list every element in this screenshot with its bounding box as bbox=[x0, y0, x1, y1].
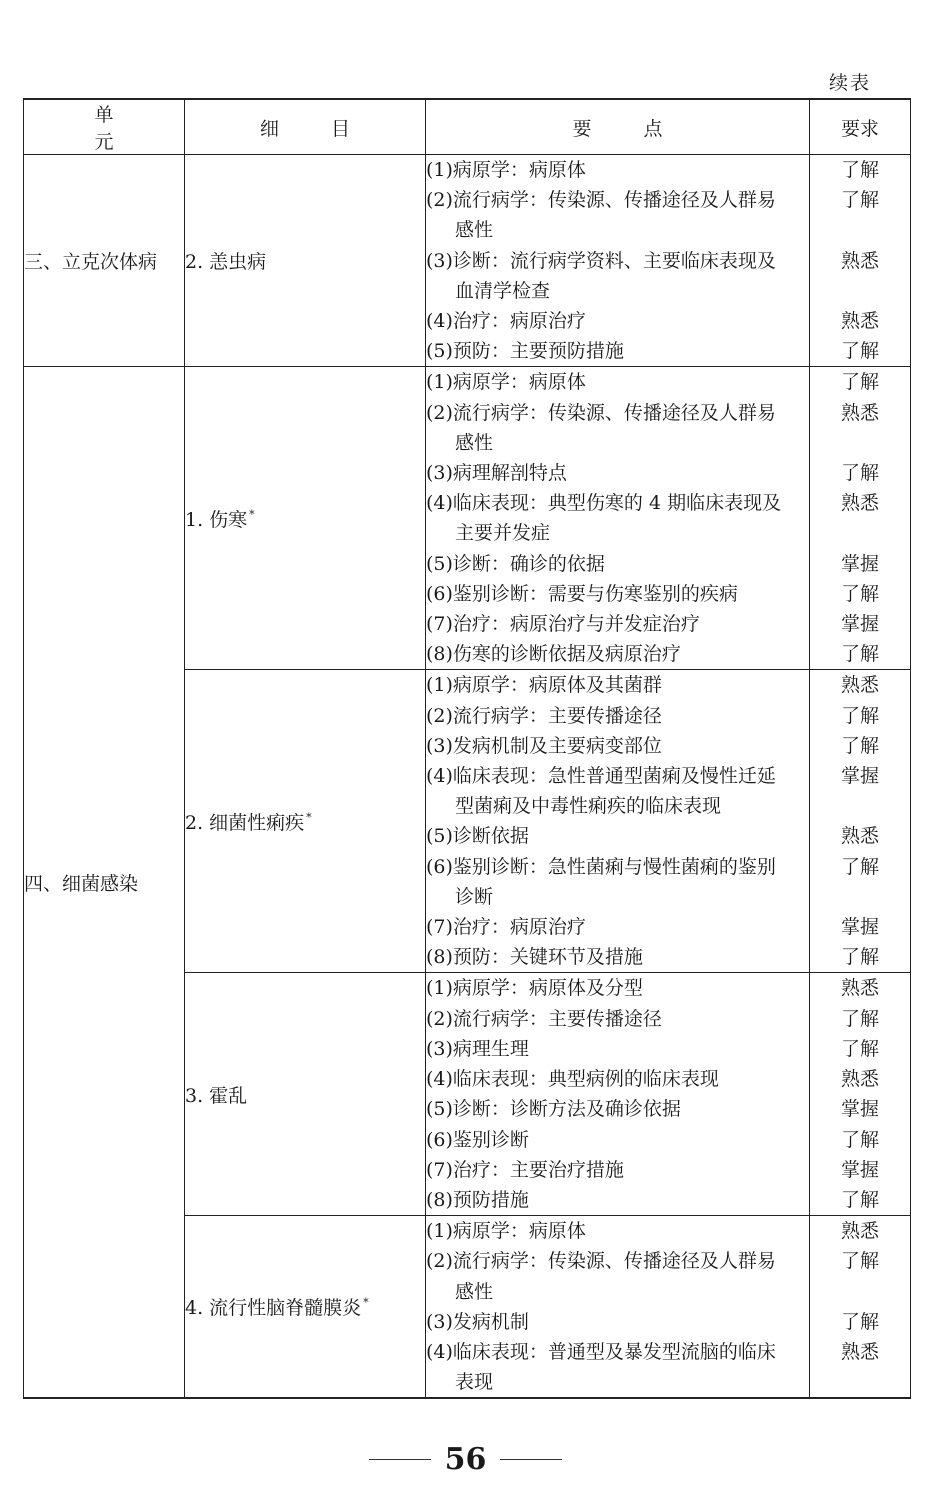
points-cell bbox=[426, 367, 810, 670]
detail-cell bbox=[185, 973, 426, 1216]
requirement-cell bbox=[810, 155, 911, 367]
point-line: (4)临床表现：普通型及暴发型流脑的临床 bbox=[426, 1340, 776, 1363]
point-line: (4)临床表现：典型病例的临床表现 bbox=[426, 1068, 719, 1091]
point-line: (6)鉴别诊断：急性菌痢与慢性菌痢的鉴别 bbox=[426, 855, 776, 878]
header-unit: 单元 bbox=[24, 99, 185, 155]
requirement-level: 了解 bbox=[840, 704, 879, 727]
requirement-spacer bbox=[810, 1367, 910, 1397]
unit-cell: 四、细菌感染 bbox=[24, 367, 185, 1398]
requirement-level: 了解 bbox=[840, 643, 879, 666]
requirement-level: 熟悉 bbox=[840, 1340, 879, 1363]
requirement-level: 了解 bbox=[840, 371, 879, 394]
continued-label: 续表 bbox=[828, 72, 871, 94]
requirement-spacer bbox=[810, 1277, 910, 1307]
requirement-level: 掌握 bbox=[840, 1098, 879, 1121]
footer-rule-left bbox=[369, 1459, 431, 1460]
points-cell bbox=[426, 670, 810, 973]
header-requirement: 要求 bbox=[810, 99, 911, 155]
requirement-level: 熟悉 bbox=[840, 977, 879, 1000]
detail-label: 2. 细菌性痢疾 bbox=[185, 811, 305, 834]
requirement-level: 掌握 bbox=[840, 1158, 879, 1181]
requirement-level: 掌握 bbox=[840, 916, 879, 939]
point-line: (2)流行病学：主要传播途径 bbox=[426, 704, 662, 727]
detail-label: 1. 伤寒 bbox=[185, 508, 248, 531]
requirement-level: 掌握 bbox=[840, 765, 879, 788]
requirement-level: 熟悉 bbox=[840, 825, 879, 848]
point-line: (3)病理生理 bbox=[426, 1037, 529, 1060]
page-number: 56 bbox=[444, 1442, 487, 1477]
requirement-level: 熟悉 bbox=[840, 1068, 879, 1091]
point-continuation-line: 感性 bbox=[455, 1280, 494, 1303]
point-line: (3)诊断：流行病学资料、主要临床表现及 bbox=[426, 249, 776, 272]
requirement-level: 了解 bbox=[840, 1128, 879, 1151]
detail-cell bbox=[185, 155, 426, 367]
point-line: (7)治疗：病原治疗 bbox=[426, 916, 586, 939]
point-continuation-line: 表现 bbox=[455, 1371, 494, 1394]
point-line: (3)发病机制 bbox=[426, 1310, 529, 1333]
key-item-mark: * bbox=[306, 810, 312, 824]
requirement-cell bbox=[810, 367, 911, 670]
points-cell bbox=[426, 155, 810, 367]
requirement-level: 了解 bbox=[840, 340, 879, 363]
point-continuation-line: 主要并发症 bbox=[455, 522, 551, 545]
key-item-mark: * bbox=[249, 507, 255, 521]
page-footer bbox=[0, 1442, 931, 1477]
detail-label: 2. 恙虫病 bbox=[185, 251, 267, 274]
requirement-level: 熟悉 bbox=[840, 310, 879, 333]
footer-rule-right bbox=[500, 1459, 562, 1460]
point-line: (8)预防：关键环节及措施 bbox=[426, 946, 643, 969]
detail-label: 3. 霍乱 bbox=[185, 1084, 248, 1107]
syllabus-table bbox=[23, 98, 911, 1399]
point-line: (5)诊断：确诊的依据 bbox=[426, 552, 605, 575]
point-line: (2)流行病学：传染源、传播途径及人群易 bbox=[426, 1250, 776, 1273]
point-line: (3)病理解剖特点 bbox=[426, 462, 567, 485]
table-header-row bbox=[24, 99, 911, 155]
requirement-level: 了解 bbox=[840, 1250, 879, 1273]
detail-cell bbox=[185, 1216, 426, 1399]
point-line: (7)治疗：主要治疗措施 bbox=[426, 1158, 624, 1181]
requirement-cell bbox=[810, 670, 911, 973]
point-line: (8)伤寒的诊断依据及病原治疗 bbox=[426, 643, 681, 666]
requirement-spacer bbox=[810, 882, 910, 912]
point-line: (3)发病机制及主要病变部位 bbox=[426, 734, 662, 757]
unit-cell: 三、立克次体病 bbox=[24, 155, 185, 367]
point-line: (4)临床表现：急性普通型菌痢及慢性迁延 bbox=[426, 765, 776, 788]
requirement-level: 了解 bbox=[840, 462, 879, 485]
requirement-level: 了解 bbox=[840, 1007, 879, 1030]
point-continuation-line: 型菌痢及中毒性痢疾的临床表现 bbox=[455, 795, 722, 818]
point-continuation-line: 感性 bbox=[455, 219, 494, 242]
requirement-spacer bbox=[810, 215, 910, 245]
requirement-level: 掌握 bbox=[840, 552, 879, 575]
requirement-level: 了解 bbox=[840, 1310, 879, 1333]
requirement-cell bbox=[810, 973, 911, 1216]
requirement-level: 熟悉 bbox=[840, 249, 879, 272]
points-cell bbox=[426, 973, 810, 1216]
requirement-level: 熟悉 bbox=[840, 674, 879, 697]
requirement-spacer bbox=[810, 791, 910, 821]
point-line: (2)流行病学：主要传播途径 bbox=[426, 1007, 662, 1030]
point-line: (1)病原学：病原体 bbox=[426, 1220, 586, 1243]
table-row bbox=[24, 367, 911, 670]
point-continuation-line: 血清学检查 bbox=[455, 279, 551, 302]
requirement-level: 熟悉 bbox=[840, 492, 879, 515]
point-line: (2)流行病学：传染源、传播途径及人群易 bbox=[426, 401, 776, 424]
requirement-level: 了解 bbox=[840, 855, 879, 878]
table-row bbox=[24, 155, 911, 367]
requirement-level: 了解 bbox=[840, 582, 879, 605]
requirement-level: 了解 bbox=[840, 159, 879, 181]
requirement-level: 了解 bbox=[840, 189, 879, 212]
points-cell bbox=[426, 1216, 810, 1399]
requirement-level: 熟悉 bbox=[840, 401, 879, 424]
requirement-level: 掌握 bbox=[840, 613, 879, 636]
point-line: (8)预防措施 bbox=[426, 1188, 529, 1211]
requirement-spacer bbox=[810, 518, 910, 548]
requirement-level: 了解 bbox=[840, 734, 879, 757]
point-line: (1)病原学：病原体及其菌群 bbox=[426, 674, 662, 697]
point-line: (5)预防：主要预防措施 bbox=[426, 340, 624, 363]
detail-cell bbox=[185, 367, 426, 670]
header-detail: 细目 bbox=[185, 99, 426, 155]
requirement-spacer bbox=[810, 428, 910, 458]
requirement-level: 了解 bbox=[840, 946, 879, 969]
detail-cell bbox=[185, 670, 426, 973]
point-line: (7)治疗：病原治疗与并发症治疗 bbox=[426, 613, 700, 636]
point-continuation-line: 感性 bbox=[455, 431, 494, 454]
header-points: 要点 bbox=[426, 99, 810, 155]
point-line: (1)病原学：病原体 bbox=[426, 371, 586, 394]
point-line: (5)诊断：诊断方法及确诊依据 bbox=[426, 1098, 681, 1121]
point-line: (4)临床表现：典型伤寒的 4 期临床表现及 bbox=[426, 492, 782, 515]
point-line: (1)病原学：病原体及分型 bbox=[426, 977, 643, 1000]
requirement-level: 熟悉 bbox=[840, 1220, 879, 1243]
detail-label: 4. 流行性脑脊髓膜炎 bbox=[185, 1297, 362, 1320]
point-line: (2)流行病学：传染源、传播途径及人群易 bbox=[426, 189, 776, 212]
point-line: (1)病原学：病原体 bbox=[426, 159, 586, 181]
requirement-cell bbox=[810, 1216, 911, 1399]
requirement-level: 了解 bbox=[840, 1037, 879, 1060]
key-item-mark: * bbox=[363, 1296, 369, 1310]
point-line: (5)诊断依据 bbox=[426, 825, 529, 848]
table-body bbox=[24, 155, 911, 1399]
requirement-spacer bbox=[810, 276, 910, 306]
requirement-level: 了解 bbox=[840, 1188, 879, 1211]
point-line: (6)鉴别诊断 bbox=[426, 1128, 529, 1151]
point-continuation-line: 诊断 bbox=[455, 885, 494, 908]
point-line: (4)治疗：病原治疗 bbox=[426, 310, 586, 333]
point-line: (6)鉴别诊断：需要与伤寒鉴别的疾病 bbox=[426, 582, 738, 605]
